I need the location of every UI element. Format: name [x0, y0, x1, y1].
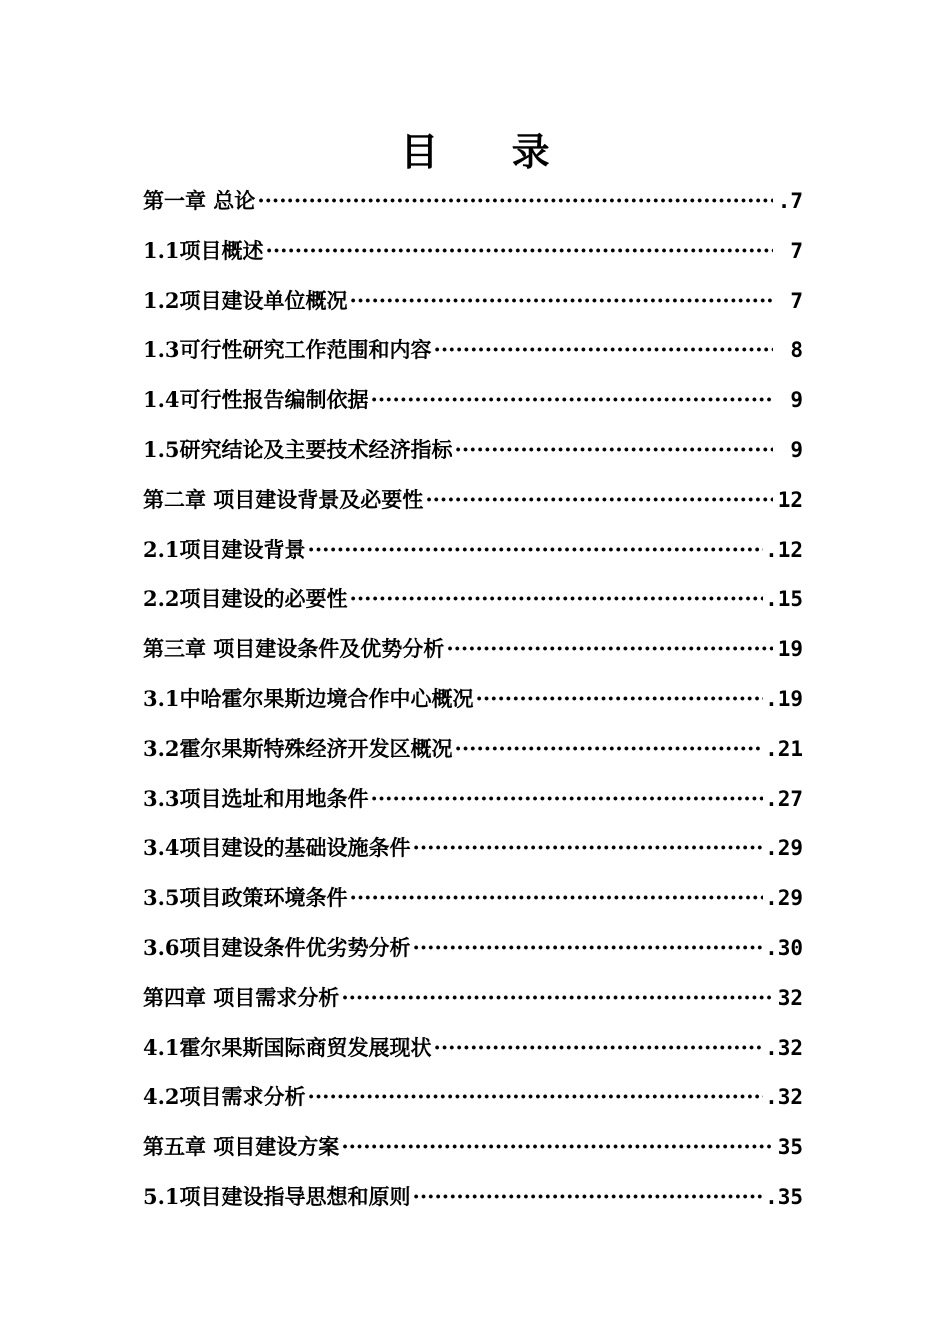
toc-entry[interactable] [143, 525, 803, 575]
toc-list [143, 176, 803, 1222]
dot-leader [371, 375, 773, 425]
toc-entry-page-number: .27 [765, 786, 803, 811]
dot-leader [413, 923, 764, 973]
toc-entry-page-number: .12 [765, 537, 803, 562]
dot-leader [308, 525, 764, 575]
toc-entry-page-number: 8 [790, 338, 803, 363]
toc-entry[interactable] [143, 1122, 803, 1172]
toc-entry-page-number: .30 [765, 935, 803, 960]
toc-entry-page-number: 7 [790, 238, 803, 263]
toc-entry-page-number: 9 [790, 388, 803, 413]
dot-leader [350, 574, 764, 624]
dot-leader [446, 624, 773, 674]
toc-entry-label: 1.4可行性报告编制依据 [143, 387, 369, 413]
toc-entry[interactable] [143, 375, 803, 425]
toc-entry-label: 2.1项目建设背景 [143, 536, 306, 562]
toc-entry-page-number: .7 [777, 189, 803, 213]
toc-entry-label: 3.4项目建设的基础设施条件 [143, 835, 411, 861]
toc-entry[interactable] [143, 574, 803, 624]
dot-leader [257, 176, 773, 226]
toc-entry-label: 1.3可行性研究工作范围和内容 [143, 337, 432, 363]
toc-entry-label: 4.2项目需求分析 [143, 1084, 306, 1110]
toc-entry-page-number: .32 [765, 1035, 803, 1060]
toc-entry[interactable] [143, 226, 803, 276]
dot-leader [455, 724, 764, 774]
toc-entry-label: 2.2项目建设的必要性 [143, 586, 348, 612]
dot-leader [308, 1072, 764, 1122]
toc-entry[interactable] [143, 325, 803, 375]
toc-entry-page-number: 35 [777, 1135, 803, 1160]
toc-entry-page-number: .29 [765, 886, 803, 911]
toc-entry-label: 第二章 项目建设背景及必要性 [143, 486, 424, 512]
toc-entry[interactable] [143, 724, 803, 774]
toc-entry-page-number: .35 [765, 1184, 803, 1209]
toc-entry-label: 4.1霍尔果斯国际商贸发展现状 [143, 1034, 432, 1060]
toc-entry-label: 1.5研究结论及主要技术经济指标 [143, 436, 453, 462]
toc-entry[interactable] [143, 1172, 803, 1222]
toc-entry[interactable] [143, 1023, 803, 1073]
toc-entry-label: 1.2项目建设单位概况 [143, 287, 348, 313]
dot-leader [350, 873, 764, 923]
toc-entry[interactable] [143, 774, 803, 824]
toc-entry-page-number: .32 [765, 1085, 803, 1110]
toc-entry-page-number: .29 [765, 836, 803, 861]
dot-leader [434, 325, 773, 375]
dot-leader [266, 226, 773, 276]
toc-entry[interactable] [143, 624, 803, 674]
toc-entry[interactable] [143, 425, 803, 475]
dot-leader [455, 425, 773, 475]
toc-entry-label: 3.6项目建设条件优劣势分析 [143, 934, 411, 960]
toc-entry-label: 5.1项目建设指导思想和原则 [143, 1183, 411, 1209]
toc-entry-page-number: .21 [765, 736, 803, 761]
toc-entry-page-number: .15 [765, 587, 803, 612]
dot-leader [413, 1172, 764, 1222]
toc-entry[interactable] [143, 276, 803, 326]
dot-leader [434, 1023, 764, 1073]
toc-entry-page-number: 12 [777, 487, 803, 512]
toc-entry-label: 1.1项目概述 [143, 237, 264, 263]
toc-entry-page-number: 19 [777, 637, 803, 662]
toc-title: 目 录 [400, 129, 580, 174]
toc-entry-page-number: 7 [790, 288, 803, 313]
toc-entry[interactable] [143, 1072, 803, 1122]
toc-entry[interactable] [143, 475, 803, 525]
dot-leader [341, 973, 773, 1023]
dot-leader [425, 475, 773, 525]
toc-entry-label: 3.5项目政策环境条件 [143, 885, 348, 911]
toc-entry-label: 第四章 项目需求分析 [143, 984, 340, 1010]
toc-entry-label: 第三章 项目建设条件及优势分析 [143, 636, 445, 662]
toc-entry-label: 3.1中哈霍尔果斯边境合作中心概况 [143, 685, 474, 711]
dot-leader [476, 674, 764, 724]
dot-leader [341, 1122, 773, 1172]
dot-leader [413, 823, 764, 873]
toc-entry[interactable] [143, 823, 803, 873]
toc-entry[interactable] [143, 973, 803, 1023]
toc-entry-page-number: .19 [765, 686, 803, 711]
toc-entry[interactable] [143, 176, 803, 226]
toc-entry-label: 第一章 总论 [143, 188, 256, 213]
toc-entry[interactable] [143, 873, 803, 923]
dot-leader [371, 774, 764, 824]
toc-entry-label: 3.3项目选址和用地条件 [143, 785, 369, 811]
toc-entry-page-number: 9 [790, 437, 803, 462]
toc-entry-label: 3.2霍尔果斯特殊经济开发区概况 [143, 735, 453, 761]
toc-entry[interactable] [143, 674, 803, 724]
toc-entry[interactable] [143, 923, 803, 973]
toc-entry-page-number: 32 [777, 985, 803, 1010]
dot-leader [350, 276, 773, 326]
toc-entry-label: 第五章 项目建设方案 [143, 1134, 340, 1160]
